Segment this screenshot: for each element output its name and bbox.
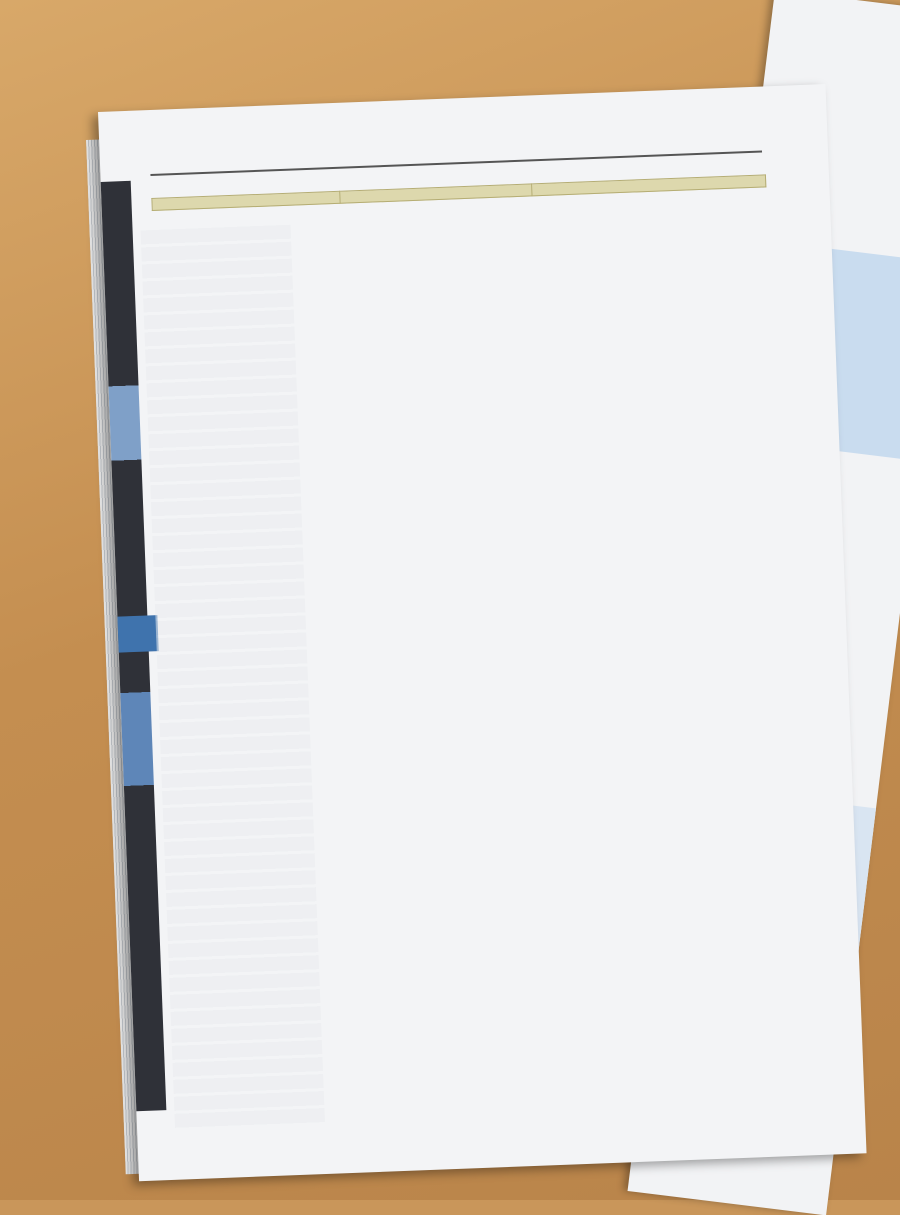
header-rule xyxy=(150,151,762,176)
normal-distribution-table xyxy=(151,174,766,211)
table-header-row xyxy=(152,175,766,211)
chapter-tab[interactable] xyxy=(117,615,158,653)
book-page xyxy=(98,84,867,1181)
column-header-visual xyxy=(532,175,766,196)
show-through-text xyxy=(141,225,325,1130)
column-header-example xyxy=(340,184,532,203)
column-header-general xyxy=(152,191,340,210)
